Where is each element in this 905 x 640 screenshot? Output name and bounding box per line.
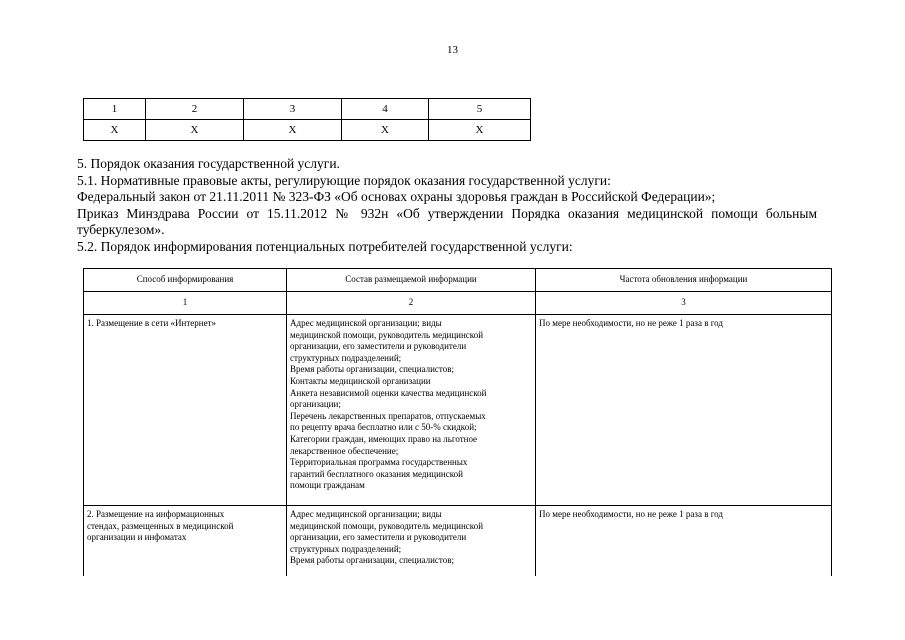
page-number: 13	[447, 44, 458, 56]
cell-line: По мере необходимости, но не реже 1 раза в год	[539, 318, 723, 328]
subsection-legal-acts: 5.1. Нормативные правовые акты, регулирующие порядок оказания государственной услуги:	[77, 172, 611, 188]
cell-line: структурных подразделений;	[290, 543, 402, 554]
cell-line: Территориальная программа государственных	[290, 457, 468, 468]
ministry-order-line1: Приказ Минздрава России от 15.11.2012 № 932н «Об утверждении Порядка оказания медицинской помощи больным	[77, 205, 817, 221]
informing-table	[83, 268, 832, 576]
column-number: 2	[146, 99, 244, 120]
frequency-cell	[536, 506, 832, 577]
cell-line: организации, его заместители и руководители	[290, 341, 467, 352]
cell-line: структурных подразделений;	[290, 352, 402, 363]
method-cell	[84, 506, 287, 577]
column-number: 1	[84, 292, 287, 315]
cell-line: помощи гражданам	[290, 480, 365, 491]
table-cell: X	[84, 120, 146, 141]
content-cell	[287, 506, 536, 577]
column-header-content: Состав размещаемой информации	[287, 269, 536, 292]
column-number-row	[84, 292, 832, 315]
cell-line: Адрес медицинской организации; виды	[290, 509, 442, 519]
cell-line: Контакты медицинской организации	[290, 375, 431, 386]
column-header-method: Способ информирования	[84, 269, 287, 292]
table-cell: X	[244, 120, 342, 141]
frequency-cell	[536, 315, 832, 506]
cell-line: Перечень лекарственных препаратов, отпускаемых	[290, 410, 486, 421]
table-cell: X	[146, 120, 244, 141]
table-row	[84, 315, 832, 506]
cell-line: организации;	[290, 399, 341, 410]
cell-line: По мере необходимости, но не реже 1 раза в год	[539, 509, 723, 519]
summary-table	[83, 98, 531, 141]
subsection-informing: 5.2. Порядок информирования потенциальных потребителей государственной услуги:	[77, 238, 573, 254]
table-header-row	[84, 99, 531, 120]
cell-line: 2. Размещение на информационных	[87, 509, 225, 519]
cell-line: Время работы организации, специалистов;	[290, 364, 454, 375]
column-number: 1	[84, 99, 146, 120]
cell-line: организации и инфоматах	[87, 532, 187, 543]
column-header-frequency: Частота обновления информации	[536, 269, 832, 292]
method-cell	[84, 315, 287, 506]
cell-line: стендах, размещенных в медицинской	[87, 520, 234, 531]
column-number: 3	[244, 99, 342, 120]
table-header-row	[84, 269, 832, 292]
cell-line: медицинской помощи, руководитель медицинской	[290, 520, 484, 531]
cell-line: организации, его заместители и руководители	[290, 532, 467, 543]
table-cell: X	[429, 120, 531, 141]
cell-line: Адрес медицинской организации; виды	[290, 318, 442, 328]
content-cell	[287, 315, 536, 506]
column-number: 4	[342, 99, 429, 120]
federal-law: Федеральный закон от 21.11.2011 № 323-ФЗ «Об основах охраны здоровья граждан в Российской Федерации»;	[77, 189, 716, 204]
table-row	[84, 120, 531, 141]
table-cell: X	[342, 120, 429, 141]
cell-line: 1. Размещение в сети «Интернет»	[87, 318, 217, 328]
column-number: 2	[287, 292, 536, 315]
cell-line: по рецепту врача бесплатно или с 50-% скидкой;	[290, 422, 477, 433]
cell-line: Анкета независимой оценки качества медицинской	[290, 387, 487, 398]
table-row	[84, 506, 832, 577]
ministry-order-line2: туберкулезом».	[77, 222, 165, 237]
cell-line: Время работы организации, специалистов;	[290, 555, 454, 566]
cell-line: медицинской помощи, руководитель медицинской	[290, 329, 484, 340]
column-number: 5	[429, 99, 531, 120]
cell-line: лекарственное обеспечение;	[290, 445, 399, 456]
section-heading: 5. Порядок оказания государственной услуги.	[77, 156, 340, 171]
column-number: 3	[536, 292, 832, 315]
cell-line: Категории граждан, имеющих право на льготное	[290, 433, 478, 444]
cell-line: гарантий бесплатного оказания медицинской	[290, 468, 463, 479]
section-text	[77, 156, 817, 255]
